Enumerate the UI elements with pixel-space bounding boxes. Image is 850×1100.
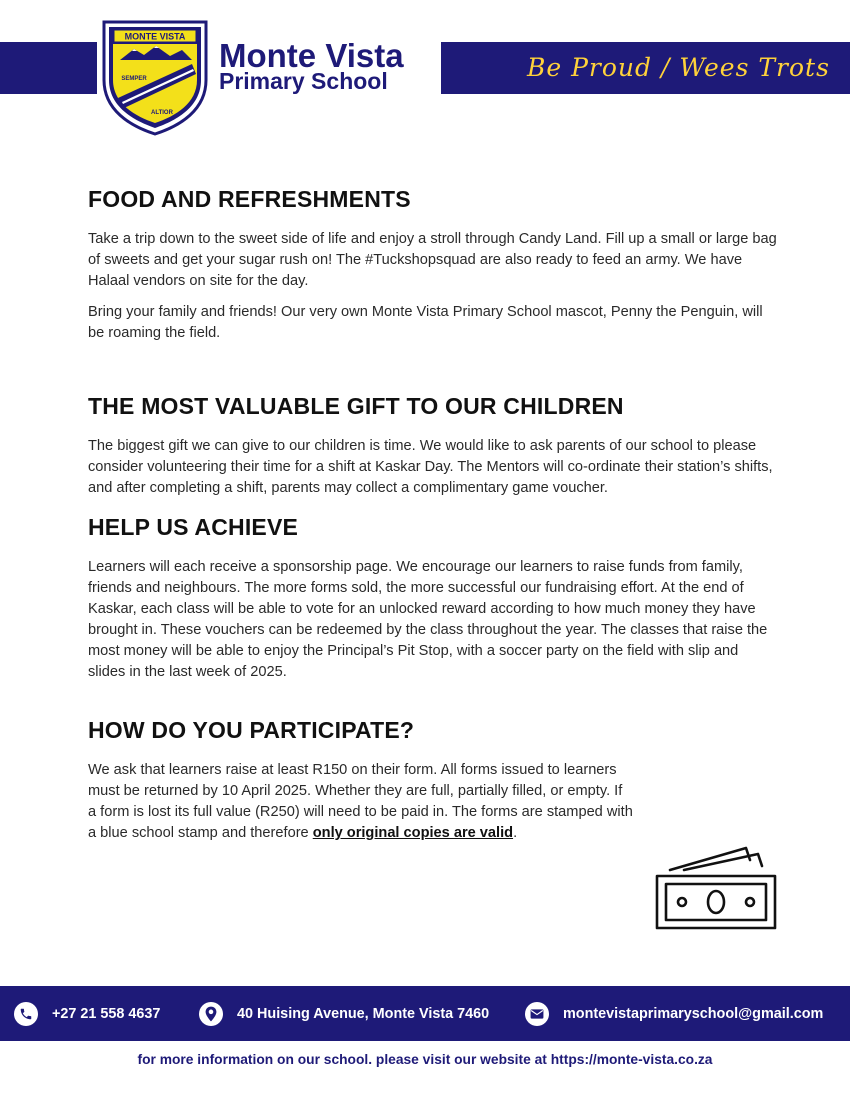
section-paragraph: Take a trip down to the sweet side of life and enjoy a stroll through Candy Land. Fill up a small or large bag of sweets and get your sugar rush on! The #Tuckshopsquad are also ready to feed an army. We have Halaal vendors on site for the day. [88,231,777,289]
footer-phone-text: +27 21 558 4637 [52,1005,161,1022]
section-how-to-participate [88,714,778,844]
crest-top-text: MONTE VISTA [124,31,186,42]
school-name-line2: Primary School [219,68,388,94]
section-heading: HOW DO YOU PARTICIPATE? [88,717,415,743]
section-food-refreshments [88,183,778,344]
section-help-us-achieve [88,511,778,683]
phone-icon [14,1002,38,1026]
footer-email-text: montevistaprimaryschool@gmail.com [563,1005,824,1022]
section-paragraph: Learners will each receive a sponsorship page. We encourage our learners to raise funds from family, friends and neighbours. The more forms sold, the more successful our fundraising effort. At the end of Kaskar, each class will be able to vote for an unlocked reward according to how much money they have brought in. These vouchers can be redeemed by the class throughout the year. The classes that raise the most money will be able to enjoy the Principal’s Pit Stop, with a soccer party on the field with slip and slides in the last week of 2025. [88,559,768,680]
footer-address[interactable] [199,986,489,1041]
emphasis-only-original-copies: only original copies are valid [312,825,514,841]
school-crest-logo [100,18,210,136]
section-heading: THE MOST VALUABLE GIFT TO OUR CHILDREN [88,393,624,419]
footer-email[interactable] [525,986,823,1041]
envelope-icon [525,1002,549,1026]
main-content [88,183,778,844]
section-heading: FOOD AND REFRESHMENTS [88,186,411,212]
tagline: Be Proud / Wees Trots [527,53,830,82]
section-paragraph: The biggest gift we can give to our children is time. We would like to ask parents of our school to please consider volunteering their time for a shift at Kaskar Day. The Mentors will co-ordinate their station’s shifts, and after completing a shift, parents may collect a complimentary game voucher. [88,438,773,496]
crest-left-motto: SEMPER [121,76,147,82]
money-icon [654,842,780,932]
section-paragraph [88,760,633,844]
section-heading: HELP US ACHIEVE [88,514,299,540]
section-paragraph: Bring your family and friends! Our very own Monte Vista Primary School mascot, Penny the Penguin, will be roaming the field. [88,304,763,341]
location-pin-icon [199,1002,223,1026]
paragraph-text: We ask that learners raise at least R150 on their form. All forms issued to learners must be returned by 10 April 2025. Whether they are full, partially filled, or empty. If a form is lost its full value (R250) will need to be paid in. The forms are stamped with a blue school stamp and therefore [88,762,633,841]
section-valuable-gift [88,390,778,499]
footer-phone[interactable] [14,986,160,1041]
crest-bottom-motto: ALTIOR [151,110,173,116]
header-band-left [0,42,97,94]
footer-contact-bar [0,986,850,1041]
paragraph-end: . [513,825,518,841]
footer-website-line[interactable]: for more information on our school. please visit our website at https://monte-vista.co.za [137,1052,713,1067]
footer-address-text: 40 Huising Avenue, Monte Vista 7460 [237,1005,490,1022]
school-name-line1: Monte Vista [219,37,404,74]
